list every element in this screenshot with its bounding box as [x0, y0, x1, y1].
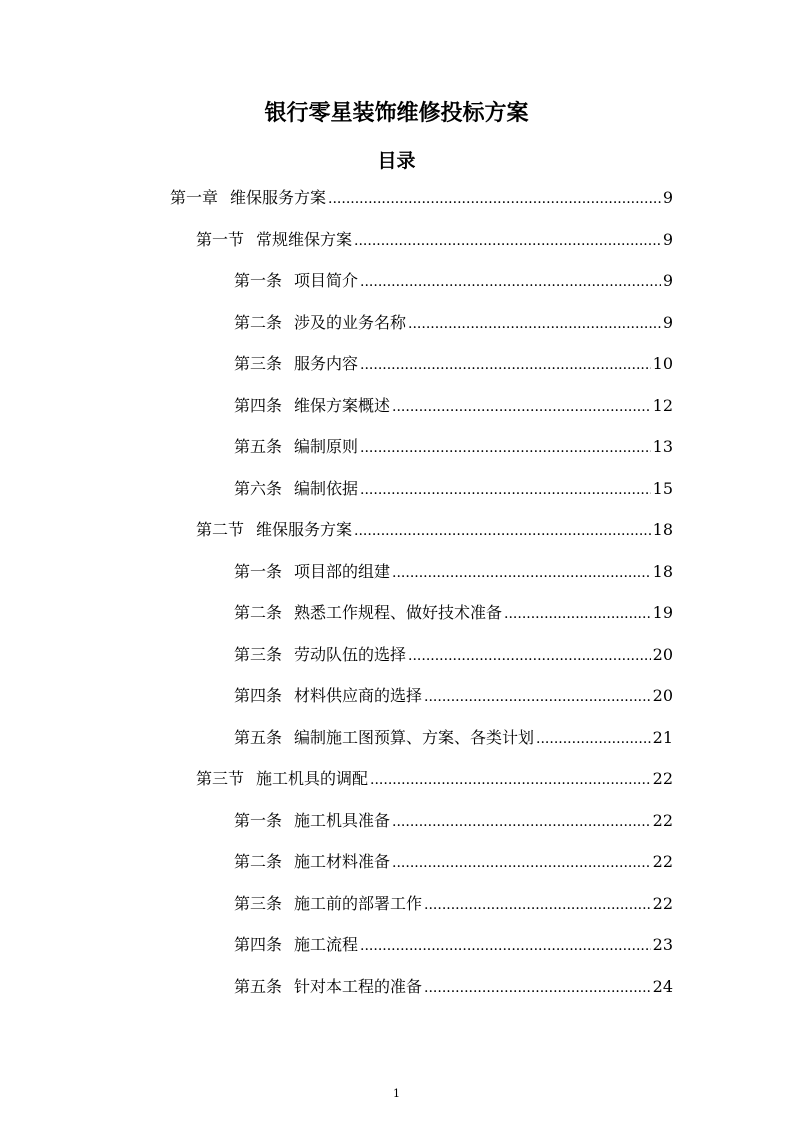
toc-entry-article[interactable] — [234, 311, 673, 335]
toc-entry-label: 服务内容 — [294, 354, 359, 373]
toc-entry-number: 第二条 — [234, 852, 283, 871]
toc-leader-dots — [360, 934, 651, 958]
toc-entry-page: 9 — [662, 313, 673, 332]
toc-entry-section[interactable] — [196, 228, 673, 252]
toc-entry-number: 第一节 — [196, 230, 245, 249]
toc-entry-label: 施工流程 — [294, 935, 359, 954]
toc-entry-label: 项目简介 — [294, 271, 359, 290]
toc-entry-number: 第五条 — [234, 437, 283, 456]
toc-entry-label: 施工机具的调配 — [256, 769, 369, 788]
toc-leader-dots — [424, 685, 651, 709]
toc-entry-article[interactable] — [234, 684, 673, 708]
toc-leader-dots — [504, 602, 651, 626]
toc-entry-label: 劳动队伍的选择 — [294, 645, 407, 664]
toc-entry-page: 18 — [652, 562, 673, 581]
toc-entry-number: 第三节 — [196, 769, 245, 788]
toc-entry-number: 第二条 — [234, 603, 283, 622]
toc-entry-article[interactable] — [234, 269, 673, 293]
toc-leader-dots — [392, 810, 651, 834]
toc-entry-number: 第一条 — [234, 271, 283, 290]
toc-entry-article[interactable] — [234, 435, 673, 459]
document-title: 银行零星装饰维修投标方案 — [264, 101, 529, 126]
toc-entry-page: 22 — [652, 769, 673, 788]
toc-entry-page: 20 — [652, 686, 673, 705]
toc-entry-article[interactable] — [234, 394, 673, 418]
toc-entry-page: 20 — [652, 645, 673, 664]
toc-entry-label: 常规维保方案 — [256, 230, 353, 249]
toc-leader-dots — [370, 768, 651, 792]
toc-entry-article[interactable] — [234, 352, 673, 376]
toc-entry-label: 编制依据 — [294, 479, 359, 498]
toc-entry-section[interactable] — [196, 767, 673, 791]
toc-leader-dots — [424, 893, 651, 917]
toc-leader-dots — [424, 976, 651, 1000]
toc-entry-article[interactable] — [234, 850, 673, 874]
toc-entry-number: 第一章 — [170, 188, 219, 207]
toc-entry-page: 18 — [652, 520, 673, 539]
toc-leader-dots — [408, 312, 661, 336]
toc-entry-label: 维保方案概述 — [294, 396, 391, 415]
toc-entry-page: 10 — [652, 354, 673, 373]
toc-entry-page: 23 — [652, 935, 673, 954]
toc-entry-page: 22 — [652, 811, 673, 830]
toc-entry-number: 第三条 — [234, 354, 283, 373]
toc-leader-dots — [408, 644, 651, 668]
toc-entry-number: 第四条 — [234, 396, 283, 415]
toc-leader-dots — [354, 519, 651, 543]
toc-entry-page: 9 — [662, 230, 673, 249]
toc-entry-label: 维保服务方案 — [230, 188, 327, 207]
toc-entry-page: 12 — [652, 396, 673, 415]
toc-entry-page: 13 — [652, 437, 673, 456]
toc-leader-dots — [360, 270, 661, 294]
toc-entry-number: 第一条 — [234, 811, 283, 830]
toc-leader-dots — [536, 727, 651, 751]
toc-leader-dots — [360, 478, 651, 502]
toc-leader-dots — [328, 187, 661, 211]
toc-entry-number: 第三条 — [234, 645, 283, 664]
toc-entry-chapter[interactable] — [170, 186, 673, 210]
toc-entry-article[interactable] — [234, 933, 673, 957]
toc-entry-article[interactable] — [234, 601, 673, 625]
toc-entry-number: 第二节 — [196, 520, 245, 539]
toc-entry-article[interactable] — [234, 643, 673, 667]
toc-leader-dots — [354, 229, 661, 253]
toc-entry-page: 9 — [662, 271, 673, 290]
toc-heading: 目录 — [377, 150, 416, 172]
toc-entry-label: 项目部的组建 — [294, 562, 391, 581]
toc-entry-article[interactable] — [234, 975, 673, 999]
toc-entry-label: 编制施工图预算、方案、各类计划 — [294, 728, 535, 747]
toc-entry-label: 维保服务方案 — [256, 520, 353, 539]
toc-entry-page: 22 — [652, 894, 673, 913]
toc-entry-section[interactable] — [196, 518, 673, 542]
toc-entry-article[interactable] — [234, 809, 673, 833]
toc-entry-article[interactable] — [234, 892, 673, 916]
toc-entry-number: 第四条 — [234, 686, 283, 705]
toc-entry-page: 24 — [652, 977, 673, 996]
toc-entry-number: 第三条 — [234, 894, 283, 913]
toc-entry-page: 9 — [662, 188, 673, 207]
toc-leader-dots — [392, 395, 651, 419]
toc-entry-page: 19 — [652, 603, 673, 622]
toc-entry-number: 第四条 — [234, 935, 283, 954]
toc-entry-label: 编制原则 — [294, 437, 359, 456]
toc-entry-label: 熟悉工作规程、做好技术准备 — [294, 603, 503, 622]
toc-leader-dots — [360, 436, 651, 460]
toc-entry-article[interactable] — [234, 560, 673, 584]
toc-entry-number: 第二条 — [234, 313, 283, 332]
toc-entry-label: 涉及的业务名称 — [294, 313, 407, 332]
toc-leader-dots — [360, 353, 651, 377]
toc-entry-label: 施工机具准备 — [294, 811, 391, 830]
toc-entry-article[interactable] — [234, 477, 673, 501]
toc-entry-label: 施工前的部署工作 — [294, 894, 423, 913]
toc-entry-number: 第五条 — [234, 728, 283, 747]
toc-leader-dots — [392, 851, 651, 875]
toc-entry-number: 第六条 — [234, 479, 283, 498]
toc-entry-article[interactable] — [234, 726, 673, 750]
toc-entry-label: 材料供应商的选择 — [294, 686, 423, 705]
toc-entry-label: 施工材料准备 — [294, 852, 391, 871]
toc-entry-number: 第一条 — [234, 562, 283, 581]
page-number: 1 — [393, 1087, 400, 1100]
toc-entry-page: 22 — [652, 852, 673, 871]
toc-entry-label: 针对本工程的准备 — [294, 977, 423, 996]
toc-entry-number: 第五条 — [234, 977, 283, 996]
toc-entry-page: 21 — [652, 728, 673, 747]
toc-entry-page: 15 — [652, 479, 673, 498]
toc-leader-dots — [392, 561, 651, 585]
